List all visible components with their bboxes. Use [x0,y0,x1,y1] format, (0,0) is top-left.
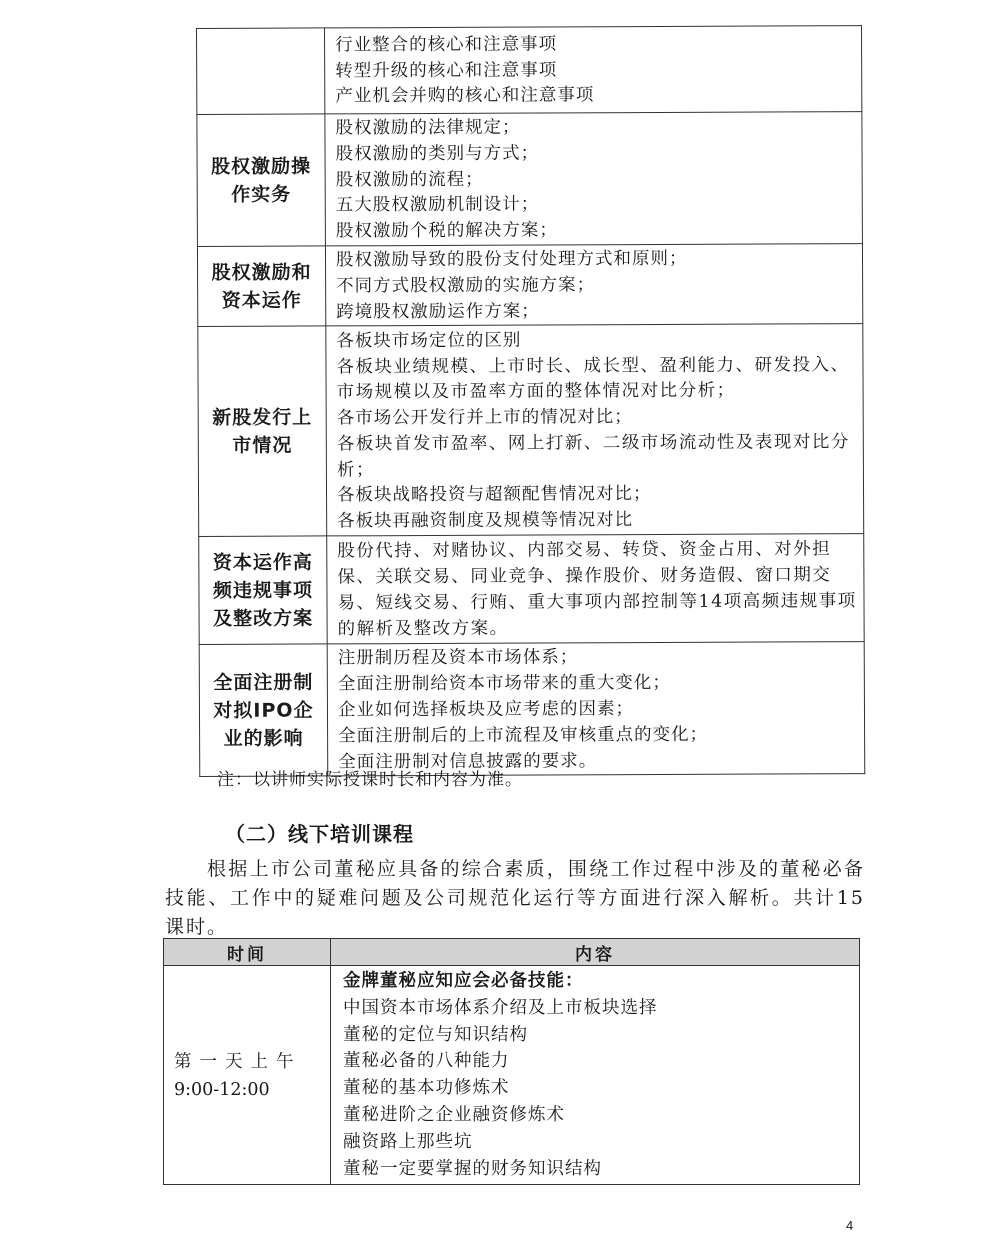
list-item: 各市场公开发行并上市的情况对比； [336,407,633,429]
list-item: 董秘必备的八种能力 [343,1051,510,1072]
list-item: 注册制历程及资本市场体系； [337,647,579,669]
category-cell: 全面注册制对拟IPO企业的影响 [199,644,328,777]
table-row [197,26,862,115]
list-item: 董秘进阶之企业融资修炼术 [343,1104,565,1125]
table-note: 注：以讲师实际授课时长和内容为准。 [217,770,523,790]
list-item: 董秘的基本功修炼术 [343,1078,510,1099]
content-title: 金牌董秘应知应会必备技能： [343,971,584,991]
list-item: 全面注册制给资本市场带来的重大变化； [337,673,671,695]
topic-list [326,324,864,536]
list-item: 不同方式股权激励的实施方案； [336,275,596,297]
list-item: 董秘一定要掌握的财务知识结构 [343,1158,602,1179]
list-item: 董秘的定位与知识结构 [343,1024,528,1045]
category-cell: 新股发行上市情况 [198,326,327,537]
list-item: 五大股权激励机制设计； [335,194,540,216]
topic-list [325,26,862,114]
time-cell [164,966,331,1185]
category-cell: 资本运作高频违规事项及整改方案 [199,536,327,645]
list-item: 各板块市场定位的区别 [336,330,522,352]
list-item: 全面注册制对信息披露的要求。 [338,750,598,772]
category-cell [197,28,325,115]
topic-list [327,642,865,776]
list-item: 各板块首发市盈率、网上打新、二级市场流动性及表现对比分析； [336,432,850,481]
list-item: 各板块战略投资与超额配售情况对比； [336,484,652,506]
list-item: 股份代持、对赌协议、内部交易、转贷、资金占用、对外担保、关联交易、同业竞争、操作股价、财务造假、窗口期交易、短线交易、行贿、重大事项内部控制等14项高频违规事项的解析及整改方案。 [337,539,857,640]
category-cell: 股权激励和资本运作 [197,246,325,327]
page-number: 4 [846,1218,854,1233]
list-item: 行业整合的核心和注意事项 [335,34,558,56]
list-item: 股权激励个税的解决方案； [335,220,558,242]
list-item: 产业机会并购的核心和注意事项 [335,85,595,107]
course-topics-table [196,25,865,777]
list-item: 股权激励的法律规定； [335,117,521,139]
list-item: 各板块业绩规模、上市时长、成长型、盈利能力、研发投入、市场规模以及市盈率方面的整体情况对比分析； [336,354,850,403]
list-item: 融资路上那些坑 [343,1131,473,1152]
section-heading: （二）线下培训课程 [225,822,414,846]
time-range: 9:00-12:00 [174,1080,270,1100]
table-row [199,642,865,777]
list-item: 股权激励的流程； [335,169,484,190]
intro-paragraph: 根据上市公司董秘应具备的综合素质，围绕工作过程中涉及的董秘必备技能、工作中的疑难问题及公司规范化运行等方面进行深入解析。共计15课时。 [165,858,865,938]
list-item: 股权激励的类别与方式； [335,143,540,165]
list-item: 转型升级的核心和注意事项 [335,60,558,81]
topic-list [327,534,864,644]
table-row [164,966,860,1185]
table-header-row [164,939,860,966]
list-item: 跨境股权激励运作方案； [336,301,540,322]
header-time: 时间 [164,939,331,966]
table-row [197,244,862,327]
table-row [197,112,863,247]
list-item: 股权激励导致的股份支付处理方式和原则； [335,248,688,271]
category-cell: 股权激励操作实务 [197,114,326,247]
list-item: 中国资本市场体系介绍及上市板块选择 [343,997,658,1018]
topic-list [325,112,863,246]
list-item: 企业如何选择板块及应考虑的因素； [337,699,635,721]
table-row [199,534,864,645]
schedule-table [163,938,860,1185]
topic-list [325,244,862,327]
content-cell [331,966,860,1185]
header-content: 内容 [331,939,860,966]
table-row [198,324,864,537]
list-item: 全面注册制后的上市流程及审核重点的变化； [338,724,709,747]
time-day: 第一天上午 [174,1052,302,1072]
list-item: 各板块再融资制度及规模等情况对比 [337,510,634,532]
